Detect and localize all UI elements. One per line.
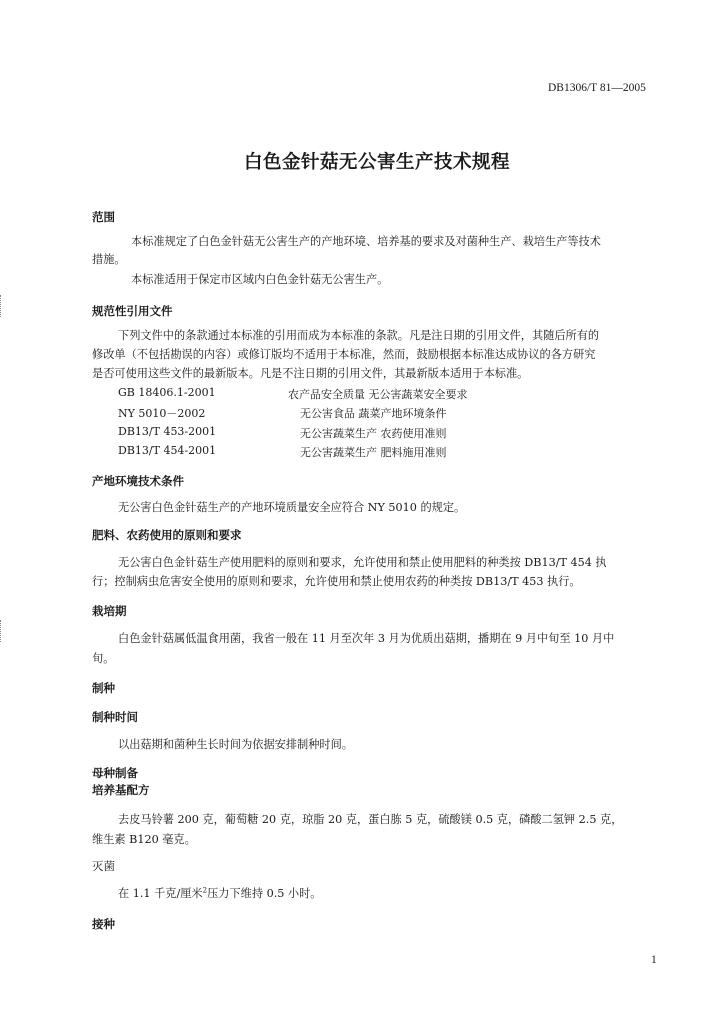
- binding-mark: [0, 295, 3, 317]
- binding-mark: [0, 620, 3, 642]
- paragraph-line: 无公害白色金针菇生产的产地环境质量安全应符合 NY 5010 的规定。: [118, 501, 466, 514]
- paragraph-line: 下列文件中的条款通过本标准的引用而成为本标准的条款。凡是注日期的引用文件，其随后所有的: [118, 329, 600, 342]
- reference-code: DB13/T 453-2001: [118, 425, 217, 438]
- reference-code: DB13/T 454-2001: [118, 444, 217, 457]
- section-heading-mother-spawn: 母种制备: [92, 766, 138, 780]
- section-heading-environment: 产地环境技术条件: [92, 474, 184, 488]
- paragraph-line: 去皮马铃薯 200 克，葡萄糖 20 克，琼脂 20 克，蛋白胨 5 克，硫酸镁 0.5 克，磷酸二氢钾 2.5 克，: [118, 813, 623, 826]
- document-code: DB1306/T 81—2005: [548, 82, 646, 94]
- section-heading-cultivation-period: 栽培期: [92, 604, 127, 618]
- paragraph-line: 措施。: [92, 253, 126, 266]
- reference-name: 无公害蔬菜生产 肥料施用准则: [300, 446, 447, 459]
- sub-heading-sterilization: 灭菌: [92, 859, 115, 873]
- paragraph-line: 无公害白色金针菇生产使用肥料的原则和要求，允许使用和禁止使用肥料的种类按 DB13/T 454 执: [118, 556, 607, 569]
- paragraph-line: 行；控制病虫危害安全使用的原则和要求，允许使用和禁止使用农药的种类按 DB13/T 453 执行。: [92, 575, 581, 588]
- paragraph-line: 本标准规定了白色金针菇无公害生产的产地环境、培养基的要求及对菌种生产、栽培生产等技术: [131, 235, 601, 248]
- section-heading-scope: 范围: [92, 210, 115, 224]
- document-title: 白色金针菇无公害生产技术规程: [244, 152, 511, 173]
- reference-code: NY 5010－2002: [118, 407, 206, 420]
- sub-heading-inoculation: 接种: [92, 917, 115, 931]
- section-heading-references: 规范性引用文件: [92, 304, 173, 318]
- paragraph-line: 是否可使用这些文件的最新版本。凡是不注日期的引用文件，其最新版本适用于本标准。: [92, 367, 529, 380]
- section-heading-fertilizer-pesticide: 肥料、农药使用的原则和要求: [92, 528, 242, 542]
- text-fragment: 在 1.1 千克/厘米: [118, 887, 203, 900]
- text-fragment: 压力下维持 0.5 小时。: [207, 887, 322, 900]
- paragraph-line: 维生素 B120 毫克。: [92, 833, 196, 846]
- reference-name: 农产品安全质量 无公害蔬菜安全要求: [288, 388, 468, 401]
- paragraph-line: 本标准适用于保定市区域内白色金针菇无公害生产。: [131, 273, 389, 286]
- superscript: 2: [202, 886, 208, 895]
- section-heading-spawn: 制种: [92, 681, 115, 695]
- sub-heading-medium-formula: 培养基配方: [92, 783, 150, 797]
- page-number: 1: [651, 954, 657, 966]
- reference-name: 无公害蔬菜生产 农药使用准则: [300, 427, 447, 440]
- paragraph-line: 旬。: [92, 652, 115, 665]
- reference-code: GB 18406.1-2001: [118, 386, 216, 399]
- reference-name: 无公害食品 蔬菜产地环境条件: [300, 407, 447, 420]
- paragraph-line: [118, 884, 322, 903]
- paragraph-line: 白色金针菇属低温食用菌，我省一般在 11 月至次年 3 月为优质出菇期，播期在 9 月中旬至 10 月中: [118, 632, 615, 645]
- paragraph-line: 以出菇期和菌种生长时间为依据安排制种时间。: [118, 738, 353, 751]
- paragraph-line: 修改单（不包括勘误的内容）或修订版均不适用于本标准，然而，鼓励根据本标准达成协议的各方研究: [92, 348, 596, 361]
- sub-heading-spawn-time: 制种时间: [92, 710, 138, 724]
